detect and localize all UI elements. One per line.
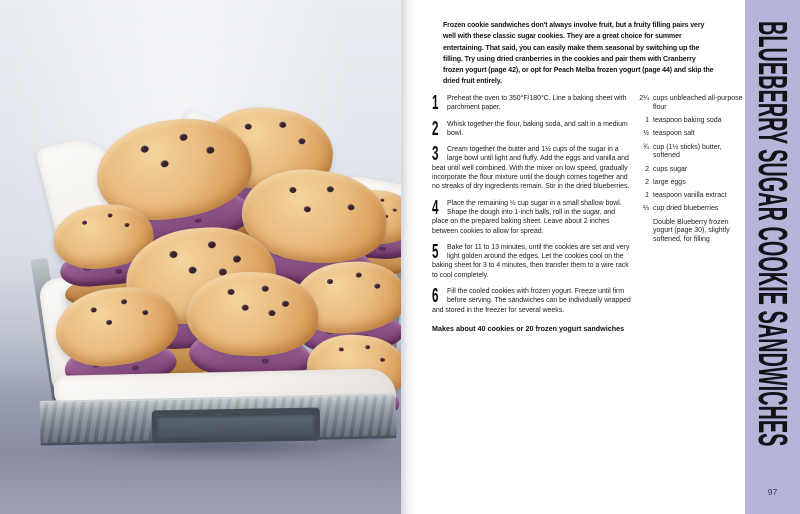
recipe-page: [401, 0, 745, 514]
book-gutter-shadow: [401, 0, 417, 514]
dried-blueberry: [268, 310, 275, 316]
ingredient-text: large eggs: [653, 178, 686, 186]
dried-blueberry: [327, 186, 335, 193]
dried-blueberry: [374, 283, 380, 288]
dried-blueberry: [208, 241, 216, 249]
ingredient-item: [635, 192, 743, 201]
dried-blueberry: [227, 289, 234, 295]
ingredient-qty: ⅔: [643, 205, 649, 213]
berry-swirl: [132, 365, 139, 370]
berry-swirl: [262, 359, 269, 364]
chapter-spine-band: [745, 0, 800, 514]
dried-blueberry: [355, 272, 361, 277]
recipe-step-5: [432, 240, 631, 280]
dried-blueberry: [303, 205, 311, 212]
dried-blueberry: [298, 138, 306, 145]
ingredient-item: [635, 219, 743, 245]
ingredient-text: teaspoon salt: [653, 130, 695, 138]
recipe-step-3: [432, 145, 631, 191]
dried-blueberry: [282, 300, 289, 306]
step-number: 4: [432, 196, 439, 219]
ingredient-list: [635, 95, 743, 249]
ingredient-qty: [635, 219, 649, 245]
ingredient-text: teaspoon vanilla extract: [653, 192, 727, 200]
step-text: Fill the cooled cookies with frozen yogurt. Freeze until firm before serving. The sandwiches can be individually wrapped and stored in the freezer for several weeks.: [432, 288, 631, 314]
ingredient-qty: 1: [645, 192, 649, 200]
ingredient-item: [635, 95, 743, 112]
dried-blueberry: [107, 214, 112, 218]
dried-blueberry: [140, 145, 149, 153]
dried-blueberry: [393, 209, 397, 212]
ingredient-item: [635, 205, 743, 214]
step-number: 6: [432, 285, 439, 308]
dried-blueberry: [326, 278, 332, 283]
ingredient-item: [635, 144, 743, 161]
recipe-intro: Frozen cookie sandwiches don't always involve fruit, but a fruity filling pairs very well with these classic sugar cookies. They are a great choice for summer entertaining. That said, you can easily make them seasonal by switching up the filling. Try using dried cranberries in the cookies and pair them with Cranberry frozen yogurt (page 42), or opt for Peach Melba frozen yogurt (page 44) and skip the dried fruit entirely.: [443, 22, 714, 86]
dried-blueberry: [169, 251, 177, 259]
step-text: Place the remaining ½ cup sugar in a small shallow bowl. Shape the dough into 1-inch balls, roll in the sugar, and place on the prepared baking sheet. Leave about 2 inches between cookies to allow for spread.: [432, 199, 622, 235]
ingredient-qty: 1: [645, 117, 649, 124]
step-number: 2: [432, 117, 439, 140]
recipe-step-1: [432, 94, 631, 113]
recipe-title-vertical: BLUEBERRY SUGAR COOKIE SANDWICHES: [750, 21, 796, 447]
dried-blueberry: [339, 347, 344, 352]
berry-swirl: [194, 218, 201, 223]
ingredient-qty: ¾: [643, 143, 649, 151]
dried-blueberry: [242, 305, 249, 311]
ingredient-item: [635, 166, 743, 175]
ingredient-item: [635, 130, 743, 139]
dried-blueberry: [179, 133, 188, 141]
ingredient-text: cups sugar: [653, 165, 688, 173]
ingredient-qty: 2¼: [639, 95, 649, 102]
ingredient-qty: 2: [645, 178, 649, 186]
berry-swirl: [115, 269, 122, 274]
dried-blueberry: [160, 160, 169, 168]
dried-blueberry: [380, 358, 385, 363]
ingredient-text: Double Blueberry frozen yogurt (page 30), slightly softened, for filling: [653, 218, 730, 244]
recipe-step-6: [432, 287, 631, 315]
ingredient-text: cups unbleached all-purpose flour: [653, 95, 743, 111]
step-number: 5: [432, 240, 439, 263]
ingredient-qty: 2: [645, 165, 649, 173]
step-text: Whisk together the flour, baking soda, and salt in a medium bowl.: [447, 120, 628, 137]
recipe-step-2: [432, 117, 631, 140]
dried-blueberry: [279, 122, 287, 129]
dried-blueberry: [121, 298, 127, 304]
dried-blueberry: [106, 319, 112, 325]
step-text: Preheat the oven to 350°F/180°C. Line a baking sheet with parchment paper.: [447, 95, 627, 112]
dried-blueberry: [142, 309, 148, 315]
tray-handle: [152, 408, 321, 444]
step-text: Bake for 11 to 13 minutes, until the cookies are set and very light golden around the edges. Let the cookies cool on the baking sheet for 3 to 4 minutes, then transfer them to a wire rack to cool completely.: [432, 243, 630, 279]
step-text: Cream together the butter and 1½ cups of the sugar in a large bowl until light and fluffy. Add the eggs and vanilla and beat until well combined. With the mixer on low speed, gradually incorporate the flour mixture until the dough comes together and no streaks of dry ingredients remain. Stir in the dried blueberries.: [432, 146, 630, 191]
dried-blueberry: [206, 147, 215, 155]
dried-blueberry: [288, 187, 296, 194]
page-number: 97: [767, 487, 778, 497]
ingredient-text: teaspoon baking soda: [653, 117, 722, 124]
ingredient-item: [635, 179, 743, 188]
ingredient-qty: ½: [643, 130, 649, 138]
dried-blueberry: [82, 220, 87, 224]
ingredient-text: cup (1½ sticks) butter, softened: [653, 143, 722, 160]
dried-blueberry: [365, 345, 370, 350]
ingredient-item: [635, 117, 743, 126]
yield-note: Makes about 40 cookies or 20 frozen yogurt sandwiches: [432, 323, 625, 333]
recipe-step-4: [432, 196, 631, 236]
dried-blueberry: [261, 285, 268, 291]
recipe-steps: [432, 94, 631, 333]
step-number: 1: [432, 92, 439, 114]
dried-blueberry: [124, 223, 129, 227]
step-number: 3: [432, 143, 439, 166]
dried-blueberry: [90, 307, 96, 313]
dried-blueberry: [347, 204, 355, 211]
ingredient-text: cup dried blueberries: [653, 205, 719, 213]
dried-blueberry: [233, 256, 241, 264]
